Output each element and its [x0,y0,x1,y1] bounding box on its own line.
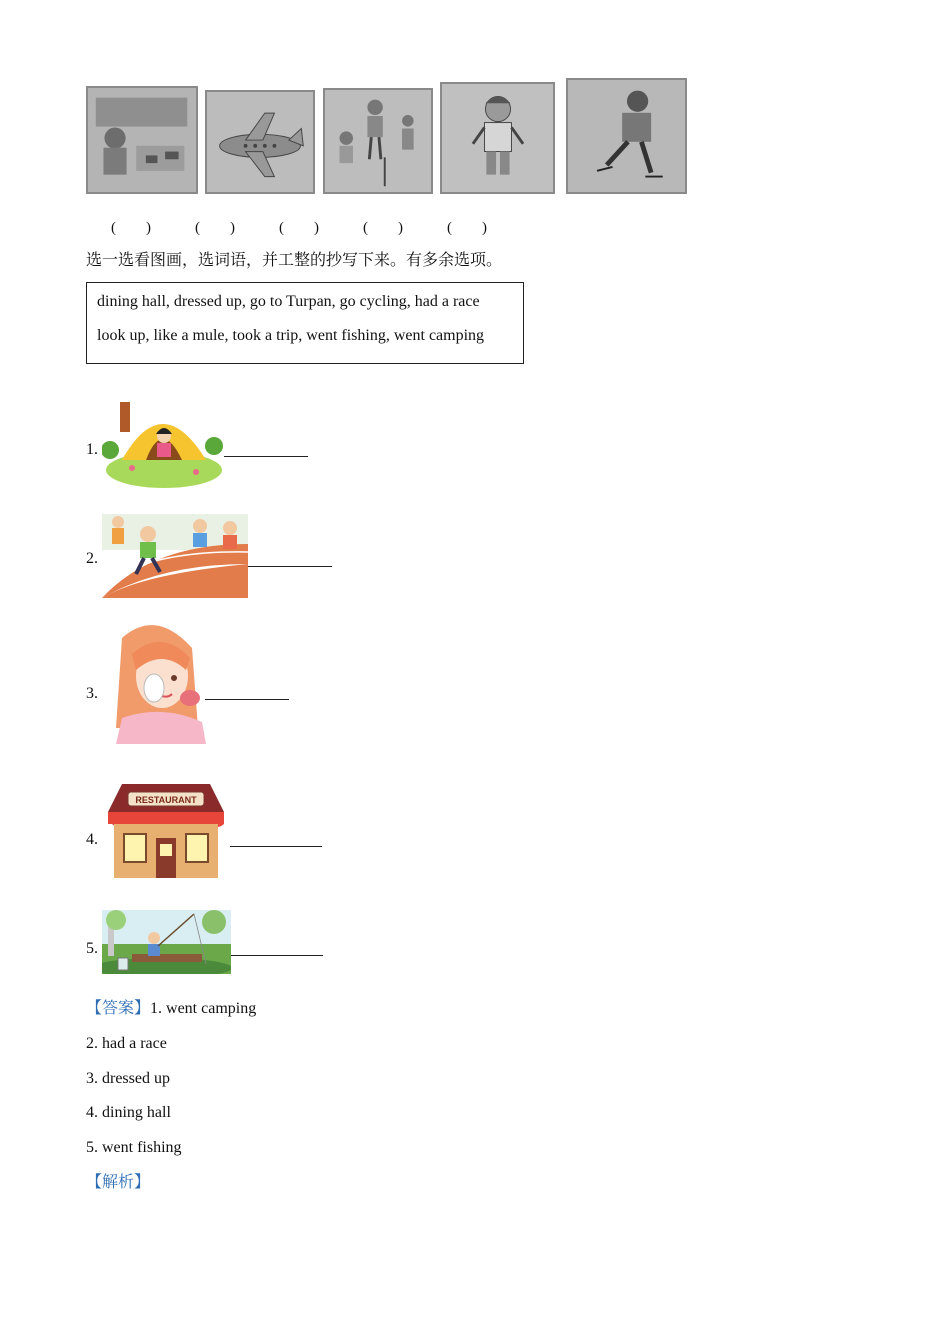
answer-blank-1[interactable] [224,456,308,457]
answer-item-1: 1. went camping [150,1000,257,1017]
question-number-4: 4. [86,831,98,848]
question-number-2: 2. [86,550,98,567]
makeup-girl-icon [102,618,210,744]
answer-blank-2[interactable] [248,566,332,567]
answer-blank-5[interactable] [231,955,323,956]
restaurant-sign-text: RESTAURANT [135,795,197,805]
analysis-label: 【解析】 [86,1174,151,1191]
answer-item-4: 4. dining hall [86,1104,171,1121]
top-photo-3 [323,88,433,194]
fishing-boy-icon [102,910,231,974]
race-track-icon [102,514,248,598]
word-box-line-2: look up, like a mule, took a trip, went fishing, went camping [97,327,485,344]
word-box-line-1: dining hall, dressed up, go to Turpan, go cycling, had a race [97,293,480,310]
question-number-3: 3. [86,685,98,702]
camping-tent-icon [102,398,224,490]
top-photo-2 [205,90,315,194]
top-photo-5 [566,78,687,194]
answer-item-2: 2. had a race [86,1035,167,1052]
question-number-5: 5. [86,940,98,957]
answer-label: 【答案】 [86,1000,151,1017]
answer-item-3: 3. dressed up [86,1070,170,1087]
word-box [86,282,524,364]
top-photo-1 [86,86,198,194]
answer-paren-1[interactable]: ( ) [111,220,151,236]
question-number-1: 1. [86,441,98,458]
answer-blank-4[interactable] [230,846,322,847]
restaurant-icon [102,780,230,878]
instruction-text: 选一选看图画，选词语，并工整的抄写下来。有多余选项。 [86,252,503,269]
answer-paren-2[interactable]: ( ) [195,220,235,236]
answer-paren-3[interactable]: ( ) [279,220,319,236]
top-photo-4 [440,82,555,194]
answer-item-5: 5. went fishing [86,1139,182,1156]
answer-paren-4[interactable]: ( ) [363,220,403,236]
answer-line-1 [86,999,256,1019]
answer-blank-3[interactable] [205,699,289,700]
answer-paren-5[interactable]: ( ) [447,220,487,236]
